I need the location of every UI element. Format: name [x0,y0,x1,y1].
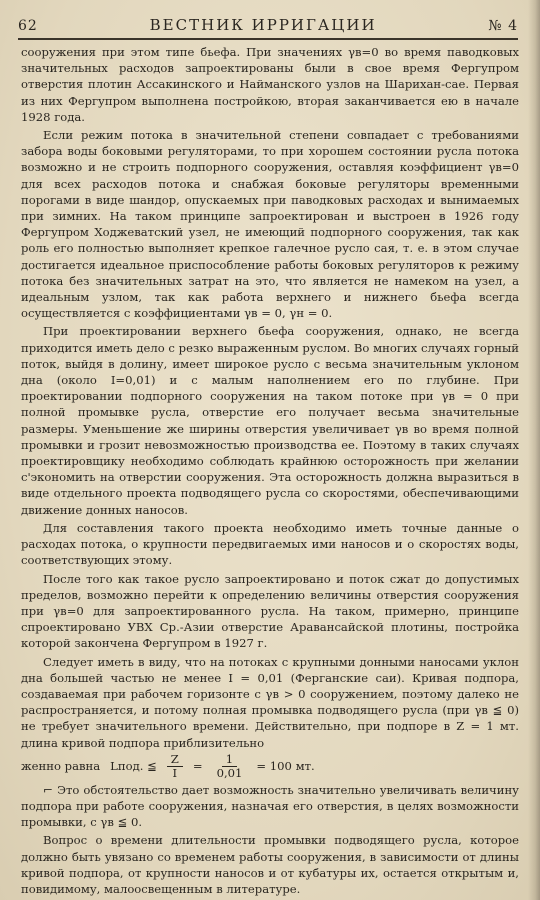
paragraph: После того как такое русло запроектировано и поток сжат до допустимых пределов, возможно перейти к определению величины отверстия сооружения при γв=0 для запроектированного русла. На таком, примерно, принципе спроектировано УВХ Ср.-Азии отверстие Араванcайской плотины, постройка которой закончена Фергупром в 1927 г. [21,571,519,651]
paragraph: При проектировании верхнего бьефа сооружения, однако, не всегда приходится иметь дело с резко выраженным руслом. Во многих случаях горный поток, выйдя в долину, имеет широкое русло с весьма значительным уклоном дна (около I=0,01) и с малым наполнением его по глубине. При проектировании подпорного сооружения на таком потоке при γв = 0 при полной промывке русла, отверстие его получает весьма значительные размеры. Уменьшение же ширины отверстия увеличивает γв во время полной промывки и грозит невозможностью производства ее. Поэтому в таких случаях проектировщику необходимо соблюдать крайнюю осторожность при желании с'экономить на отверстии сооружения. Эта осторожность должна выразиться в виде отдельного проекта подводящего русла со скоростями, обеспечивающими движение донных наносов. [21,324,519,517]
running-header [18,8,518,34]
issue-number: № 4 [488,18,518,34]
article-body [21,44,519,899]
fraction-one-over-slope [213,753,247,780]
equals-sign: = [192,759,203,774]
fraction-denominator: I [172,765,178,780]
fraction-denominator: 0,01 [216,765,243,780]
fraction-numerator: 1 [222,753,237,767]
formula-line [21,753,519,780]
paragraph [21,782,519,831]
formula-lead: женно равна [21,759,101,774]
page-spine-shadow [528,0,540,900]
journal-title: ВЕСТНИК ИРРИГАЦИИ [149,16,377,34]
formula-symbol: Lпод. ≦ [110,759,157,774]
paragraph-text: Это обстоятельство дает возможность значительно увеличивать величину подпора при работе сооружения, назначая его отверстия, в целях возможности промывки, с γв ≦ 0. [21,782,519,830]
fraction-z-over-i [167,753,183,780]
header-rule [18,38,518,40]
margin-mark: ⌐ [43,782,54,797]
fraction-numerator: Z [167,753,183,767]
paragraph: Для составления такого проекта необходимо иметь точные данные о расходах потока, о крупности передвигаемых ими наносов и о скоростях воды, соответствующих этому. [21,520,519,568]
paragraph: Вопрос о времени длительности промывки подводящего русла, которое должно быть увязано со временем работы сооружения, в зависимости от длины кривой подпора, от крупности наносов и от кубатуры их, остается открытым и, повидимому, малоосвещенным в литературе. [21,833,519,896]
formula-result: = 100 мт. [256,759,315,774]
paragraph: Следует иметь в виду, что на потоках с крупными донными наносами уклон дна большей частью не менее I = 0,01 (Ферганские саи). Кривая подпора, создаваемая при рабочем горизонте с γв > 0 сооружением, поэтому далеко не распространяется, и потому полная промывка подводящего русла (при γв ≦ 0) не требует значительного времени. Действительно, при подпоре в Z = 1 мт. длина кривой подпора приблизительно [21,654,519,750]
page-number: 62 [18,18,38,34]
paragraph: Если режим потока в значительной степени совпадает с требованиями забора воды боковыми регуляторами, то при хорошем состоянии русла потока возможно и не строить подпорного сооружения, оставляя коэффициент γв=0 для всех расходов потока и снабжая боковые регуляторы временными порогами в виде шандор, опускаемых при паводковых расходах и вынимаемых при зимних. На таком принципе запроектирован и выстроен в 1926 году Фергупром Ходжеватский узел, не имеющий подпорного сооружения, так как роль его полностью выполняет крепкое галечное русло сая, т. е. в этом случае достигается идеальное приспособление работы боковых регуляторов к режиму потока без значительных затрат на это, что является не намеком на узел, а идеальным узлом, так как работа верхнего и нижнего бьефа всегда осуществляется с коэффициентами γв = 0, γн = 0. [21,128,519,321]
paragraph: сооружения при этом типе бьефа. При значениях γв=0 во время паводковых значительных расходов запроектированы были в свое время Фергупром отверстия плотин Ассакинского и Найманского узлов на Шарихан-сае. Первая из них Фергупром выполнена постройкою, вторая заканчивается ею в начале 1928 года. [21,45,519,124]
